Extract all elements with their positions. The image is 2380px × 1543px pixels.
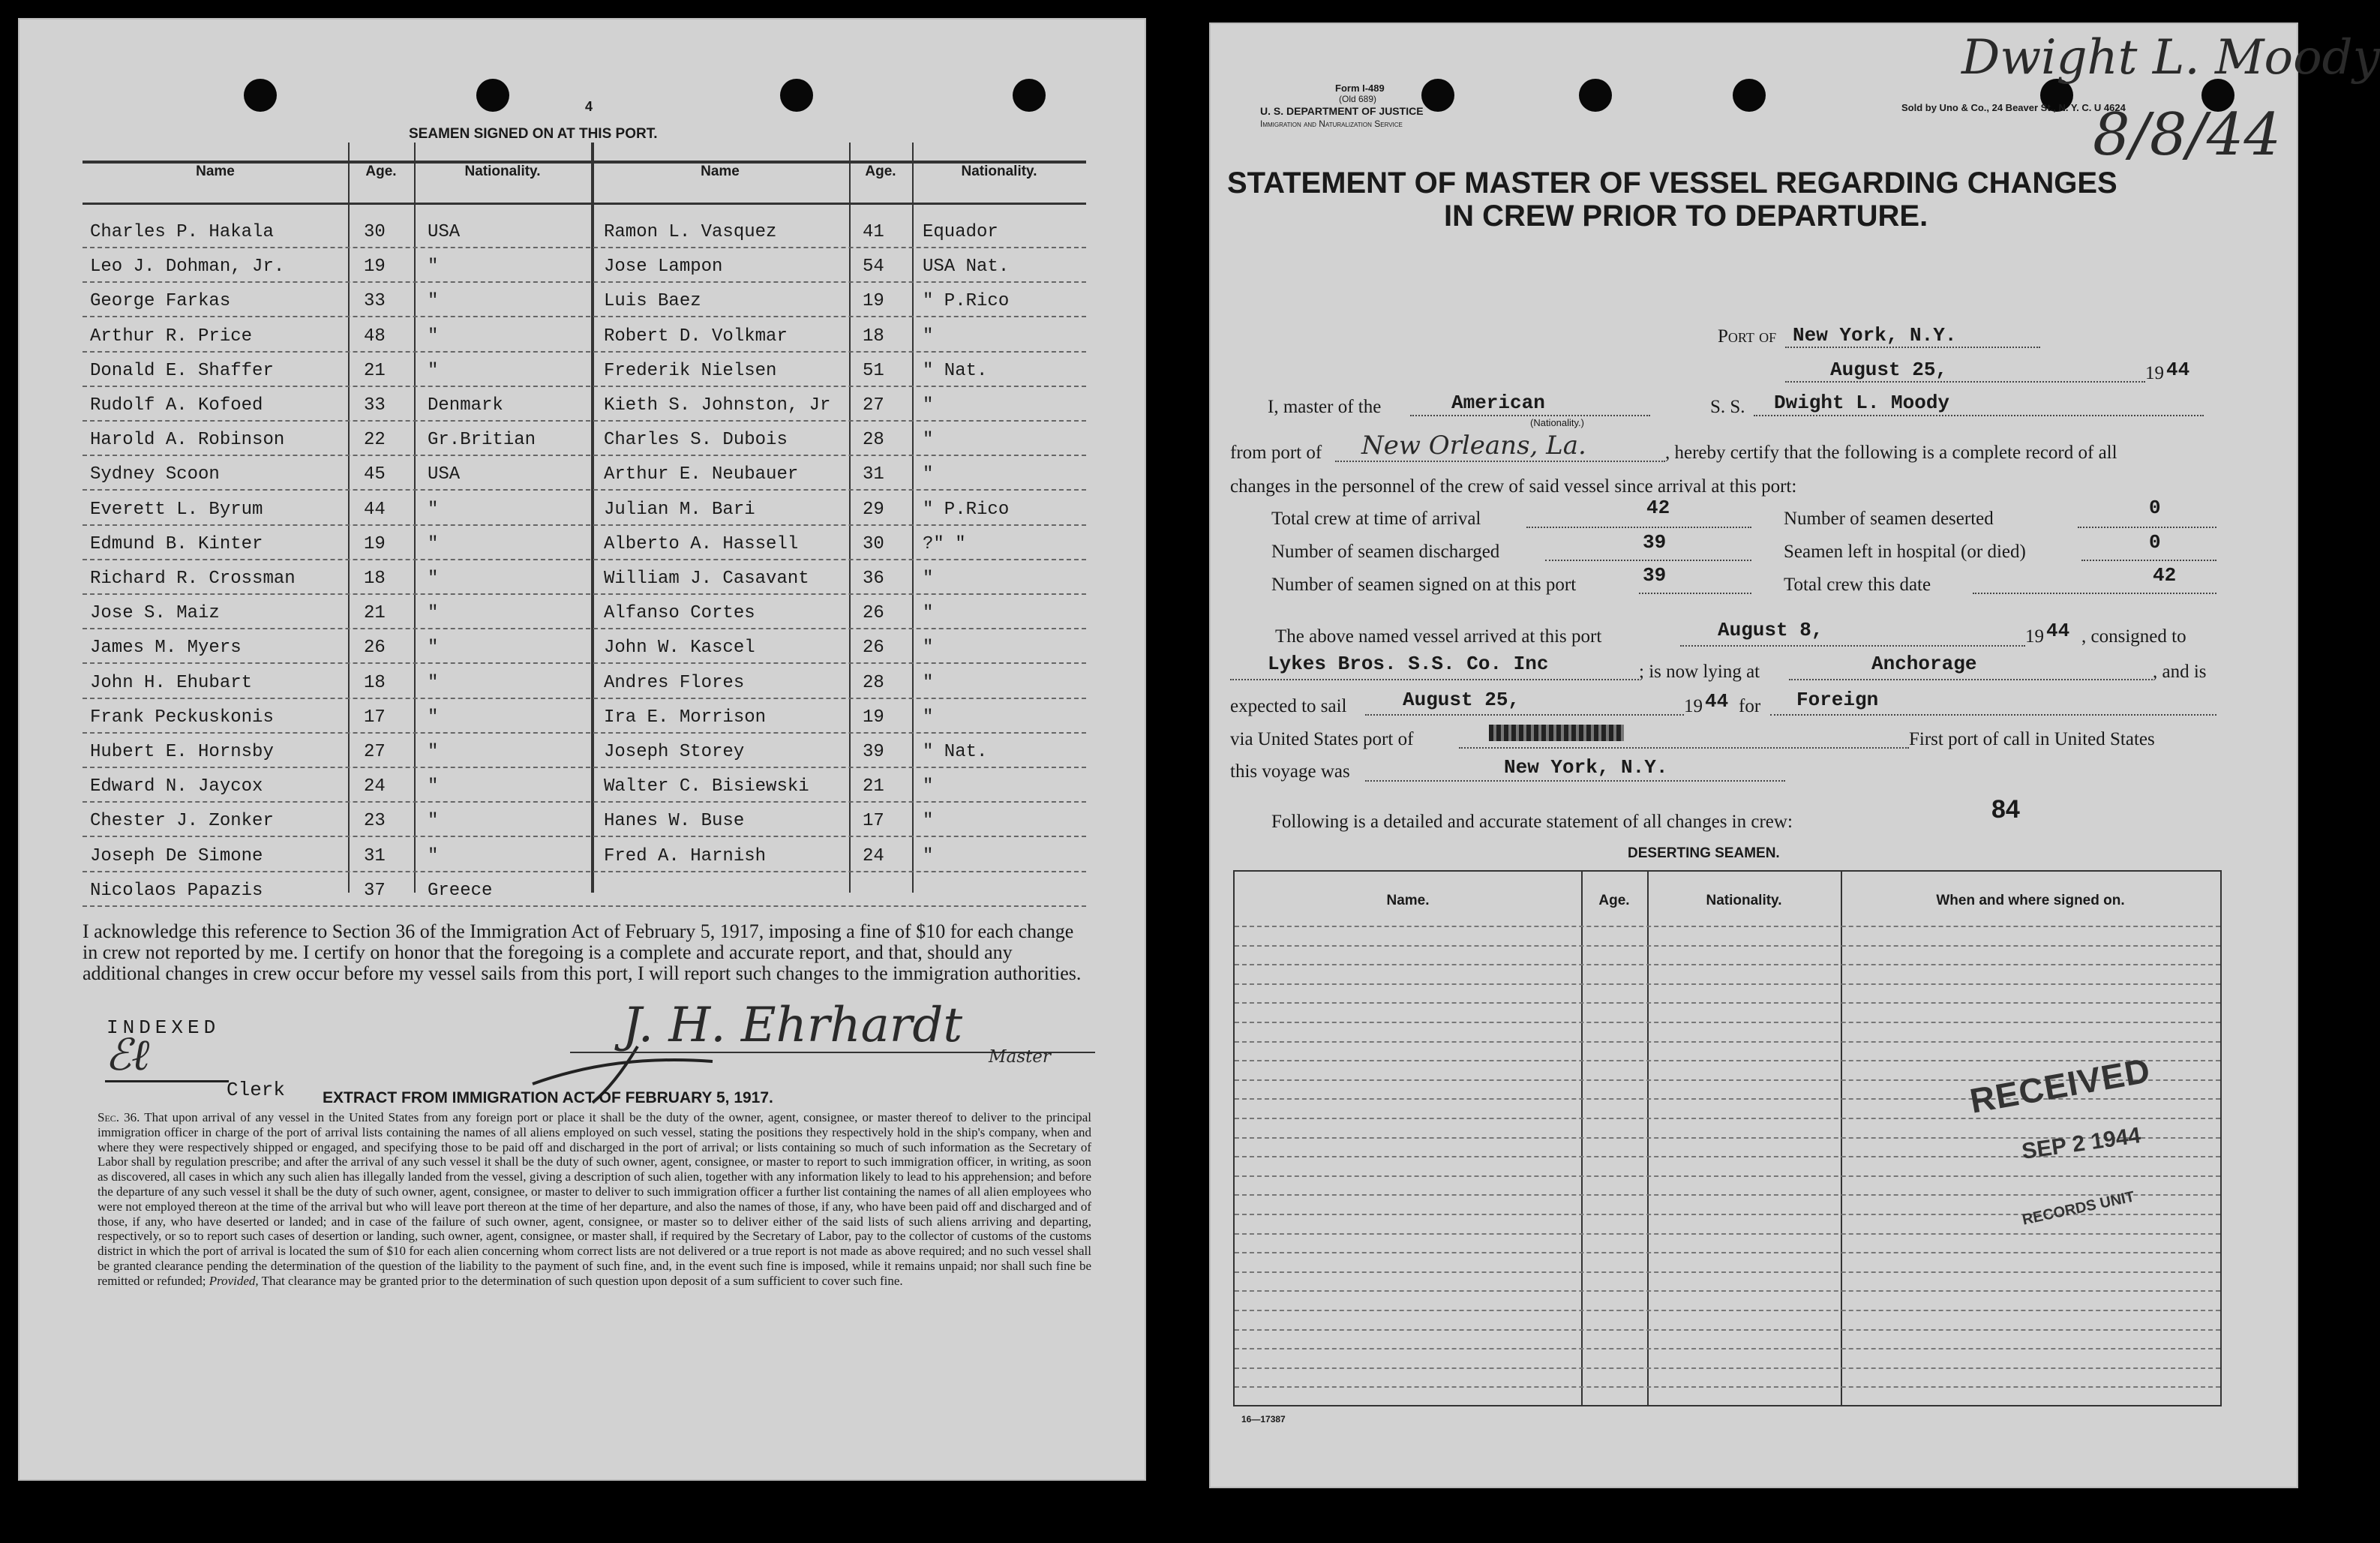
arrived-text: The above named vessel arrived at this port xyxy=(1275,626,1602,647)
cell-nationality-2: " xyxy=(923,430,934,451)
cell-nationality: " xyxy=(428,638,439,659)
desert-col-signed-on: When and where signed on. xyxy=(1936,893,2125,908)
cell-nationality: " xyxy=(428,742,439,762)
hospital-value: 0 xyxy=(2149,531,2161,554)
cell-name-2: Frederik Nielsen xyxy=(604,360,777,381)
cell-name-2: Charles S. Dubois xyxy=(604,430,788,451)
sec-label: Sec. 36. xyxy=(98,1110,140,1124)
cell-age: 19 xyxy=(364,533,386,554)
cell-nationality-2: " P.Rico xyxy=(923,499,1010,520)
cell-age-2: 30 xyxy=(863,533,884,554)
cell-nationality-2: USA Nat. xyxy=(923,257,1010,278)
discharged-label: Number of seamen discharged xyxy=(1271,542,1500,562)
punch-hole xyxy=(476,79,509,112)
deserted-label: Number of seamen deserted xyxy=(1784,509,1994,529)
desert-col-name: Name. xyxy=(1386,893,1430,908)
cell-nationality-2: " xyxy=(923,776,934,797)
table-row xyxy=(83,560,1086,595)
cell-age: 21 xyxy=(364,360,386,381)
cell-nationality-2: " Nat. xyxy=(923,360,988,381)
total-date-value: 42 xyxy=(2153,564,2177,587)
received-stamp: RECEIVED xyxy=(1967,1050,2153,1121)
section-36-text xyxy=(98,1110,1091,1289)
cell-nationality: " xyxy=(428,360,439,381)
cell-name: Richard R. Crossman xyxy=(90,569,296,589)
acknowledgement-text: I acknowledge this reference to Section 36 of the Immigration Act of February 5, 1917, imposing a fine of $10 for each change in crew not reported by me. I certify on honor that the foregoing is a complete and accurate report, and that, should any additional changes in crew occur before my vessel sails from this port, I will report such changes to the immigration authorities. xyxy=(83,920,1082,984)
ss-label: S. S. xyxy=(1710,397,1745,417)
cell-name-2: Joseph Storey xyxy=(604,742,745,762)
sec-body: That upon arrival of any vessel in the United States from any foreign port or place it shall be the duty of the owner, agent, consignee, or master thereof to deliver to the principal immigration officer in charge of the port of arrival lists containing the names of all aliens employed on such vessel, stating the positions they respectively hold in the ship's company, when and where they were respectively shipped or engaged, and specifying those to be paid off and discharged in the port of arrival; or lists containing so much of such information as the Secretary of Labor shall by regulation prescribe; and after the arrival of any such vessel it shall be the duty of such owner, agent, consignee, or master to report to such immigration officer, in writing, as soon as discovered, all cases in which any such alien has illegally landed from the vessel, giving a description of such alien, together with any information likely to lead to his apprehension; and before the departure of any such vessel it shall be the duty of such owner, agent, consignee, or master to deliver to such immigration officer a further list containing the names of all alien employees who were not employed thereon at the time of the arrival but who will leave port thereon at the time of her departure, and also the names of those, if any, who have been paid off and discharged and of those, if any, who have deserted or landed; and in case of the failure of such owner, agent, consignee, or master so to deliver either of the said lists of such aliens arriving and departing, respectively, or so to report such cases of desertion or landing, such owner, agent, consignee, or master shall, if required by the Secretary of Labor, pay to the collector of customs of the customs district in which the port of arrival is located the sum of $10 for each alien concerning whom correct lists are not delivered or a true report is not made as above required; and no such vessel shall be granted clearance pending the determination of the question of the liability to the payment of such fine, and, in the event such fine is imposed, while it remains unpaid; nor shall such fine be remitted or refunded; xyxy=(98,1110,1091,1288)
cell-name-2: Jose Lampon xyxy=(604,257,723,278)
cell-nationality: " xyxy=(428,672,439,693)
cell-name: Joseph De Simone xyxy=(90,845,263,866)
sail-date: August 25, xyxy=(1403,689,1520,711)
this-voyage: this voyage was xyxy=(1230,761,1350,782)
extract-title: EXTRACT FROM IMMIGRATION ACT OF FEBRUARY 5, 1917. xyxy=(323,1089,773,1106)
changes-text: changes in the personnel of the crew of said vessel since arrival at this port: xyxy=(1230,476,1797,497)
cell-age: 45 xyxy=(364,464,386,485)
cell-name: Harold A. Robinson xyxy=(90,430,285,451)
nationality-value: American xyxy=(1451,392,1545,414)
cell-name-2: Alfanso Cortes xyxy=(604,603,755,624)
cell-age-2: 21 xyxy=(863,776,884,797)
total-date-label: Total crew this date xyxy=(1784,575,1931,595)
table-row xyxy=(83,872,1086,907)
form-title-line1: STATEMENT OF MASTER OF VESSEL REGARDING CHANGES xyxy=(1227,167,2117,200)
publisher: Sold by Uno & Co., 24 Beaver St., N. Y. C. U 4624 xyxy=(1901,102,2126,113)
master-signature: J. H. Ehrhardt xyxy=(623,998,963,1053)
table-row xyxy=(83,525,1086,560)
col-header-name: Name xyxy=(196,164,235,179)
cell-age-2: 17 xyxy=(863,811,884,832)
table-row xyxy=(83,491,1086,526)
sail-year: 44 xyxy=(1705,690,1729,713)
table-row xyxy=(83,386,1086,422)
deserting-row-line xyxy=(1235,1022,2220,1023)
cell-age-2: 26 xyxy=(863,638,884,659)
discharged-value: 39 xyxy=(1643,531,1667,554)
deserting-row-line xyxy=(1235,1233,2220,1235)
cell-nationality-2: " xyxy=(923,395,934,416)
redacted-port xyxy=(1489,725,1624,741)
date-value: August 25, xyxy=(1830,359,1948,381)
cell-name-2: Andres Flores xyxy=(604,672,745,693)
clerk-line xyxy=(105,1080,229,1082)
cell-nationality-2: " xyxy=(923,569,934,589)
cell-name-2: William J. Casavant xyxy=(604,569,809,589)
following-text: Following is a detailed and accurate statement of all changes in crew: xyxy=(1271,812,1793,832)
sec-body-end: That clearance may be granted prior to the determination of such question upon deposit of a sum sufficient to cover such fine. xyxy=(261,1273,903,1288)
provided-label: Provided, xyxy=(209,1273,259,1288)
punch-hole xyxy=(1421,79,1454,112)
cell-nationality: Greece xyxy=(428,880,493,901)
cell-name-2: Hanes W. Buse xyxy=(604,811,745,832)
certify-text: , hereby certify that the following is a complete record of all xyxy=(1665,443,2117,463)
cell-name-2: Robert D. Volkmar xyxy=(604,326,788,347)
desert-col-age: Age. xyxy=(1598,893,1630,908)
cell-name: Nicolaos Papazis xyxy=(90,880,263,901)
cell-age-2: 28 xyxy=(863,430,884,451)
via-label: via United States port of xyxy=(1230,729,1414,749)
cell-name: Edward N. Jaycox xyxy=(90,776,263,797)
cell-nationality-2: ?" " xyxy=(923,533,966,554)
cell-age-2: 31 xyxy=(863,464,884,485)
signed-on-value: 39 xyxy=(1643,564,1667,587)
voyage-port: New York, N.Y. xyxy=(1504,756,1668,779)
deserting-row-line xyxy=(1235,1118,2220,1119)
punch-hole xyxy=(244,79,277,112)
destination: Foreign xyxy=(1796,689,1879,711)
cell-age-2: 27 xyxy=(863,395,884,416)
cell-name: Jose S. Maiz xyxy=(90,603,220,624)
cell-age: 37 xyxy=(364,880,386,901)
cell-nationality: " xyxy=(428,533,439,554)
cell-nationality: " xyxy=(428,569,439,589)
table-row xyxy=(83,282,1086,317)
cell-nationality: " xyxy=(428,811,439,832)
cell-age: 17 xyxy=(364,707,386,728)
cell-age: 22 xyxy=(364,430,386,451)
form-old-number: (Old 689) xyxy=(1339,94,1377,104)
cell-name-2: Julian M. Bari xyxy=(604,499,755,520)
col-header-age: Age. xyxy=(365,164,397,179)
cell-age-2: 26 xyxy=(863,603,884,624)
cell-name: Everett L. Byrum xyxy=(90,499,263,520)
cell-age-2: 19 xyxy=(863,291,884,312)
department: U. S. DEPARTMENT OF JUSTICE xyxy=(1260,105,1424,117)
cell-nationality: " xyxy=(428,257,439,278)
table-row xyxy=(83,664,1086,699)
deserted-value: 0 xyxy=(2149,497,2161,519)
table-row xyxy=(83,629,1086,664)
cell-name: Charles P. Hakala xyxy=(90,222,274,242)
deserting-row-line xyxy=(1235,1290,2220,1292)
cell-name: Arthur R. Price xyxy=(90,326,253,347)
cell-name-2: Ira E. Morrison xyxy=(604,707,767,728)
table-row xyxy=(83,733,1086,768)
cell-name-2: John W. Kascel xyxy=(604,638,755,659)
expected-sail: expected to sail xyxy=(1230,696,1347,716)
table-row xyxy=(83,837,1086,872)
cell-age-2: 51 xyxy=(863,360,884,381)
arrived-year: 44 xyxy=(2046,620,2070,642)
table-row xyxy=(83,352,1086,387)
cell-name: Edmund B. Kinter xyxy=(90,533,263,554)
cell-age: 26 xyxy=(364,638,386,659)
year-value: 44 xyxy=(2166,359,2190,381)
cell-nationality: USA xyxy=(428,464,461,485)
col-header-nationality: Nationality. xyxy=(464,164,541,179)
handwritten-ship-name: Dwight L. Moody xyxy=(1961,30,2380,86)
cell-age-2: 24 xyxy=(863,845,884,866)
cell-age: 18 xyxy=(364,672,386,693)
cell-name: Rudolf A. Kofoed xyxy=(90,395,263,416)
cell-nationality: " xyxy=(428,776,439,797)
cell-age: 44 xyxy=(364,499,386,520)
cell-name: Donald E. Shaffer xyxy=(90,360,274,381)
table-row xyxy=(83,594,1086,629)
deserting-row-line xyxy=(1235,1310,2220,1311)
from-port-label: from port of xyxy=(1230,443,1322,463)
cell-name: Frank Peckuskonis xyxy=(90,707,274,728)
form-number: Form I-489 xyxy=(1335,83,1385,94)
cell-nationality: " xyxy=(428,845,439,866)
deserting-row-line xyxy=(1235,1175,2220,1177)
service: Immigration and Naturalization Service xyxy=(1260,119,1403,129)
punch-hole xyxy=(1733,79,1766,112)
crew-table xyxy=(83,143,1086,901)
changes-count: 84 xyxy=(1991,795,2020,824)
table-row xyxy=(83,317,1086,353)
cell-nationality: " xyxy=(428,707,439,728)
consignee: Lykes Bros. S.S. Co. Inc xyxy=(1268,653,1549,675)
deserting-title: DESERTING SEAMEN. xyxy=(1628,845,1780,861)
cell-age: 27 xyxy=(364,742,386,762)
cell-name: Chester J. Zonker xyxy=(90,811,274,832)
col-header-name-2: Name xyxy=(701,164,740,179)
cell-age: 23 xyxy=(364,811,386,832)
cell-nationality-2: Equador xyxy=(923,222,998,242)
deserting-row-line xyxy=(1235,1194,2220,1196)
arrived-date: August 8, xyxy=(1718,619,1823,641)
cell-age-2: 36 xyxy=(863,569,884,589)
deserting-row-line xyxy=(1235,1367,2220,1369)
deserting-row-line xyxy=(1235,1060,2220,1061)
cell-nationality: Gr.Britian xyxy=(428,430,536,451)
cell-name-2: Kieth S. Johnston, Jr xyxy=(604,395,831,416)
for-label: for xyxy=(1739,696,1761,716)
consigned-to: , consigned to xyxy=(2081,626,2186,647)
cell-nationality: " xyxy=(428,603,439,624)
col-header-nationality-2: Nationality. xyxy=(961,164,1037,179)
desert-col-nationality: Nationality. xyxy=(1706,893,1782,908)
cell-age-2: 41 xyxy=(863,222,884,242)
deserting-row-line xyxy=(1235,983,2220,985)
punch-hole xyxy=(780,79,813,112)
cell-nationality: USA xyxy=(428,222,461,242)
cell-age: 30 xyxy=(364,222,386,242)
cell-nationality-2: " xyxy=(923,603,934,624)
master-label: Master xyxy=(989,1047,1051,1067)
table-row xyxy=(83,421,1086,456)
table-row xyxy=(83,213,1086,248)
cell-nationality: Denmark xyxy=(428,395,503,416)
cell-age-2: 39 xyxy=(863,742,884,762)
port-value: New York, N.Y. xyxy=(1793,324,1957,347)
punch-hole xyxy=(1579,79,1612,112)
and-is: , and is xyxy=(2153,662,2207,682)
cell-nationality-2: " xyxy=(923,464,934,485)
cell-nationality-2: " xyxy=(923,707,934,728)
indexed-stamp: INDEXED xyxy=(107,1016,221,1039)
cell-nationality-2: " xyxy=(923,811,934,832)
handwritten-date: 8/8/44 xyxy=(2093,101,2282,169)
cell-nationality-2: " xyxy=(923,672,934,693)
footer-code: 16—17387 xyxy=(1241,1414,1286,1424)
cell-name-2: Arthur E. Neubauer xyxy=(604,464,799,485)
cell-age: 21 xyxy=(364,603,386,624)
form-title-line2: IN CREW PRIOR TO DEPARTURE. xyxy=(1444,200,1928,233)
table-row xyxy=(83,767,1086,803)
records-unit-stamp: RECORDS UNIT xyxy=(2021,1188,2136,1229)
cell-age: 19 xyxy=(364,257,386,278)
deserting-row-line xyxy=(1235,1386,2220,1388)
lying-at-text: ; is now lying at xyxy=(1639,662,1760,682)
indexed-initials: ℰℓ xyxy=(105,1029,150,1080)
cell-nationality-2: " P.Rico xyxy=(923,291,1010,312)
table-row xyxy=(83,802,1086,837)
cell-age: 18 xyxy=(364,569,386,589)
deserting-row-line xyxy=(1235,945,2220,947)
master-of-label: I, master of the xyxy=(1268,397,1382,417)
cell-name-2: Alberto A. Hassell xyxy=(604,533,799,554)
cell-name: John H. Ehubart xyxy=(90,672,253,693)
ship-name: Dwight L. Moody xyxy=(1774,392,1950,414)
hospital-label: Seamen left in hospital (or died) xyxy=(1784,542,2026,562)
cell-name: Sydney Scoon xyxy=(90,464,220,485)
deserting-row-line xyxy=(1235,1329,2220,1331)
cell-name-2: Fred A. Harnish xyxy=(604,845,767,866)
cell-age: 33 xyxy=(364,291,386,312)
col-header-age-2: Age. xyxy=(865,164,896,179)
nationality-caption: (Nationality.) xyxy=(1530,417,1585,428)
sail-year-prefix: 19 xyxy=(1684,696,1703,716)
table-row xyxy=(83,455,1086,491)
cell-nationality: " xyxy=(428,291,439,312)
cell-nationality-2: " xyxy=(923,326,934,347)
port-label: Port of xyxy=(1718,326,1777,347)
table-row xyxy=(83,698,1086,734)
deserting-row-line xyxy=(1235,1041,2220,1043)
signed-on-label: Number of seamen signed on at this port xyxy=(1271,575,1577,595)
arrived-year-prefix: 19 xyxy=(2025,626,2044,647)
total-arrival-label: Total crew at time of arrival xyxy=(1271,509,1481,529)
deserting-row-line xyxy=(1235,1252,2220,1253)
deserting-row-line xyxy=(1235,1348,2220,1349)
cell-nationality-2: " xyxy=(923,845,934,866)
cell-name-2: Luis Baez xyxy=(604,291,701,312)
cell-name-2: Ramon L. Vasquez xyxy=(604,222,777,242)
cell-name: Hubert E. Hornsby xyxy=(90,742,274,762)
table-row xyxy=(83,248,1086,283)
cell-age-2: 19 xyxy=(863,707,884,728)
deserting-row-line xyxy=(1235,1002,2220,1004)
cell-age: 24 xyxy=(364,776,386,797)
page-number: 4 xyxy=(585,99,593,114)
cell-age-2: 29 xyxy=(863,499,884,520)
clerk-label: Clerk xyxy=(227,1079,286,1101)
cell-age-2: 18 xyxy=(863,326,884,347)
crew-table-title: SEAMEN SIGNED ON AT THIS PORT. xyxy=(409,126,658,142)
cell-name: Leo J. Dohman, Jr. xyxy=(90,257,285,278)
cell-age-2: 28 xyxy=(863,672,884,693)
cell-name: George Farkas xyxy=(90,291,231,312)
lying-at-value: Anchorage xyxy=(1871,653,1977,675)
cell-nationality: " xyxy=(428,326,439,347)
cell-name-2: Walter C. Bisiewski xyxy=(604,776,809,797)
cell-age: 48 xyxy=(364,326,386,347)
deserting-row-line xyxy=(1235,1271,2220,1273)
total-arrival-value: 42 xyxy=(1646,497,1670,519)
deserting-row-line xyxy=(1235,964,2220,965)
punch-hole xyxy=(1013,79,1046,112)
cell-age: 33 xyxy=(364,395,386,416)
deserting-row-line xyxy=(1235,926,2220,927)
cell-nationality: " xyxy=(428,499,439,520)
cell-nationality-2: " Nat. xyxy=(923,742,988,762)
cell-name: James M. Myers xyxy=(90,638,242,659)
received-date-stamp: SEP 2 1944 xyxy=(2020,1123,2143,1164)
cell-nationality-2: " xyxy=(923,638,934,659)
cell-age: 31 xyxy=(364,845,386,866)
year-prefix: 19 xyxy=(2145,363,2164,383)
from-port-value: New Orleans, La. xyxy=(1361,431,1586,461)
first-call: First port of call in United States xyxy=(1909,729,2155,749)
cell-age-2: 54 xyxy=(863,257,884,278)
